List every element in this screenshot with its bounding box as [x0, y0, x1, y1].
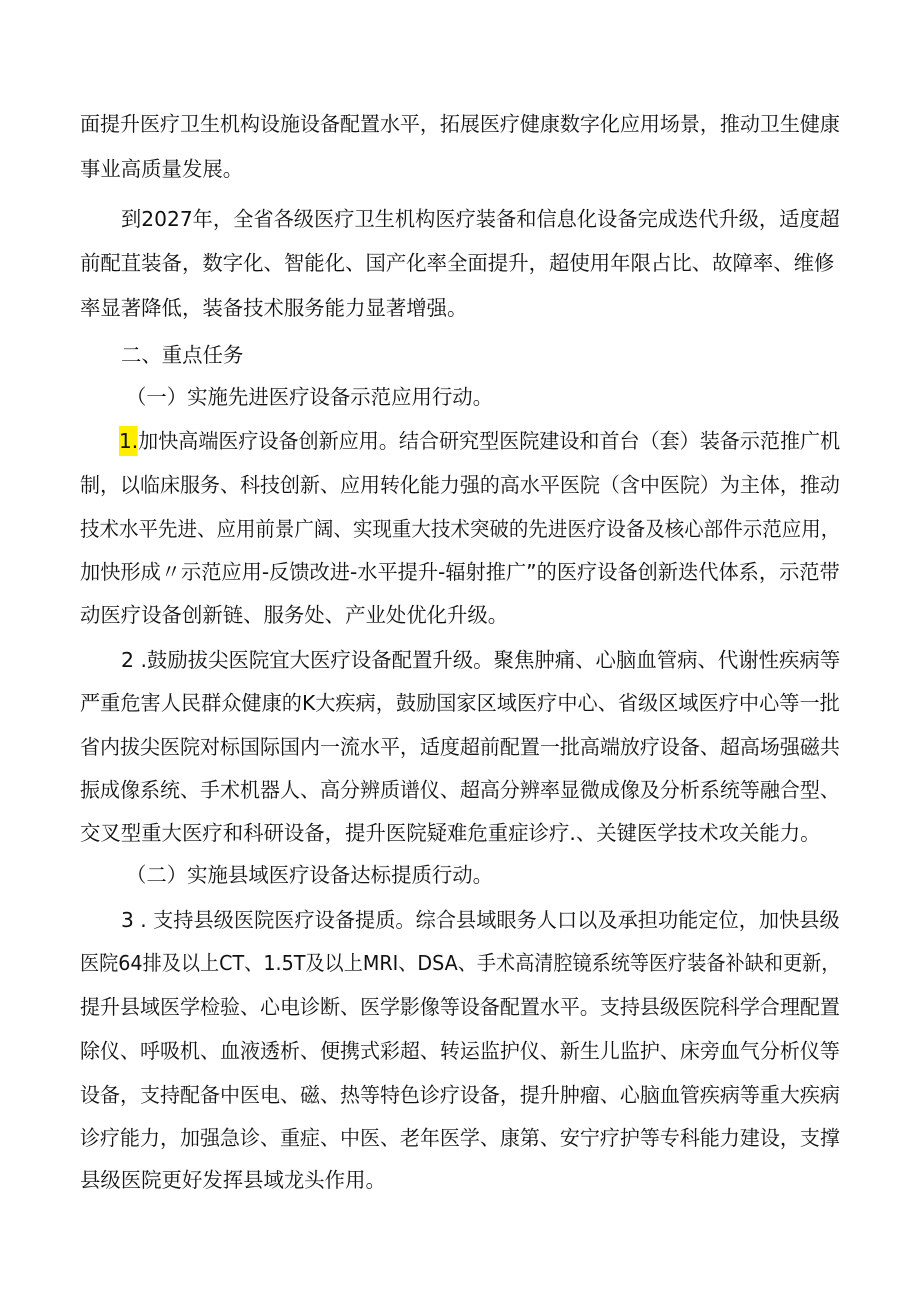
paragraph-line — [80, 154, 243, 184]
section-heading — [121, 340, 243, 370]
paragraph-line — [80, 109, 840, 139]
paragraph-line — [80, 1165, 386, 1195]
paragraph-line — [80, 293, 467, 323]
paragraph-line — [80, 248, 840, 278]
line-text: 前配苴装备，数字化、智能化、国产化率全面提升，超使用年限占比、故障率、维修 — [80, 251, 835, 275]
line-text: 制，以临床服务、科技创新、应用转化能力强的高水平医院（含中医院）为主体，推动 — [80, 473, 840, 497]
paragraph-line — [80, 1123, 840, 1153]
heading-text: 二、重点任务 — [121, 343, 244, 367]
heading-text: （一）实施先进医疗设备示范应用行动。 — [126, 385, 494, 409]
paragraph-line — [80, 470, 840, 500]
paragraph-line — [80, 514, 840, 544]
paragraph-line — [80, 600, 508, 630]
paragraph-line — [80, 1080, 840, 1110]
line-text: 省内拔尖医院对标国际国内一流水平，适度超前配置一批高端放疗设备、超高场强磁共 — [80, 735, 840, 759]
paragraph-line — [80, 1036, 840, 1066]
line-text: 诊疗能力，加强急诊、重症、中医、老年医学、康第、安宁疗护等专科能力建设，支撑 — [80, 1126, 840, 1150]
paragraph-line — [80, 818, 821, 848]
paragraph-line — [80, 557, 840, 587]
paragraph-line — [80, 775, 840, 805]
line-text: 到2027年，全省各级医疗卫生机构医疗装备和信息化设备完成迭代升级，适度超 — [121, 207, 840, 231]
paragraph-line — [121, 645, 840, 675]
line-text: 率显著降低，装备技术服务能力显著增强。 — [80, 296, 468, 320]
paragraph-line — [119, 426, 840, 456]
line-text: 医院64排及以上CT、1.5T及以上MRI、DSA、手术高清腔镜系统等医疗装备补缺和更新， — [80, 951, 841, 975]
line-text: 动医疗设备创新链、服务处、产业处优化升级。 — [80, 603, 509, 627]
line-text: 设备，支持配备中医电、磁、热等特色诊疗设备，提升肿瘤、心脑血管疾病等重大疾病 — [80, 1083, 840, 1107]
line-text: 加快形成〃示范应用-反馈改进-水平提升-辐射推广”的医疗设备创新迭代体系，示范带 — [80, 560, 840, 584]
line-text: 面提升医疗卫生机构设施设备配置水平，拓展医疗健康数字化应用场景，推动卫生健康 — [80, 112, 840, 136]
line-text: 事业高质量发展。 — [80, 157, 244, 181]
line-text: 振成像系统、手术机器人、高分辨质谱仪、超高分辨率显微成像及分析系统等融合型、 — [80, 778, 840, 802]
paragraph-line — [80, 992, 840, 1022]
line-text: 除仪、呼吸机、血液透析、便携式彩超、转运监护仪、新生儿监护、床旁血气分析仪等 — [80, 1039, 840, 1063]
line-text: 技术水平先进、应用前景广阔、实现重大技术突破的先进医疗设备及核心部件示范应用， — [80, 517, 841, 541]
subsection-heading — [126, 860, 493, 890]
line-text: 提升县域医学检验、心电诊断、医学影像等设备配置水平。支持县级医院科学合理配置 — [80, 995, 840, 1019]
paragraph-line — [80, 732, 840, 762]
paragraph-line — [121, 204, 840, 234]
item-text: 加快高端医疗设备创新应用。结合研究型医院建设和首台（套）装备示范推广机 — [138, 429, 841, 453]
line-text: 县级医院更好发挥县域龙头作用。 — [80, 1168, 386, 1192]
paragraph-line — [80, 688, 840, 718]
line-text: 交叉型重大医疗和科研设备，提升医院疑难危重症诊疗.、关键医学技术攻关能力。 — [80, 821, 821, 845]
subsection-heading — [126, 382, 493, 412]
line-text: 3 . 支持县级医院医疗设备提质。综合县域眼务人口以及承担功能定位，加快县级 — [121, 908, 840, 932]
line-text: 2 .鼓励拔尖医院宜大医疗设备配置升级。聚焦肿痛、心脑血管病、代谢性疾病等 — [121, 648, 841, 672]
heading-text: （二）实施县域医疗设备达标提质行动。 — [126, 863, 494, 887]
paragraph-line — [80, 948, 840, 978]
paragraph-line — [121, 905, 840, 935]
line-text: 严重危害人民群众健康的K大疾病，鼓励国家区域医疗中心、省级区域医疗中心等一批 — [80, 691, 840, 715]
line-text — [119, 426, 840, 456]
item-number-highlight: 1. — [119, 426, 138, 456]
